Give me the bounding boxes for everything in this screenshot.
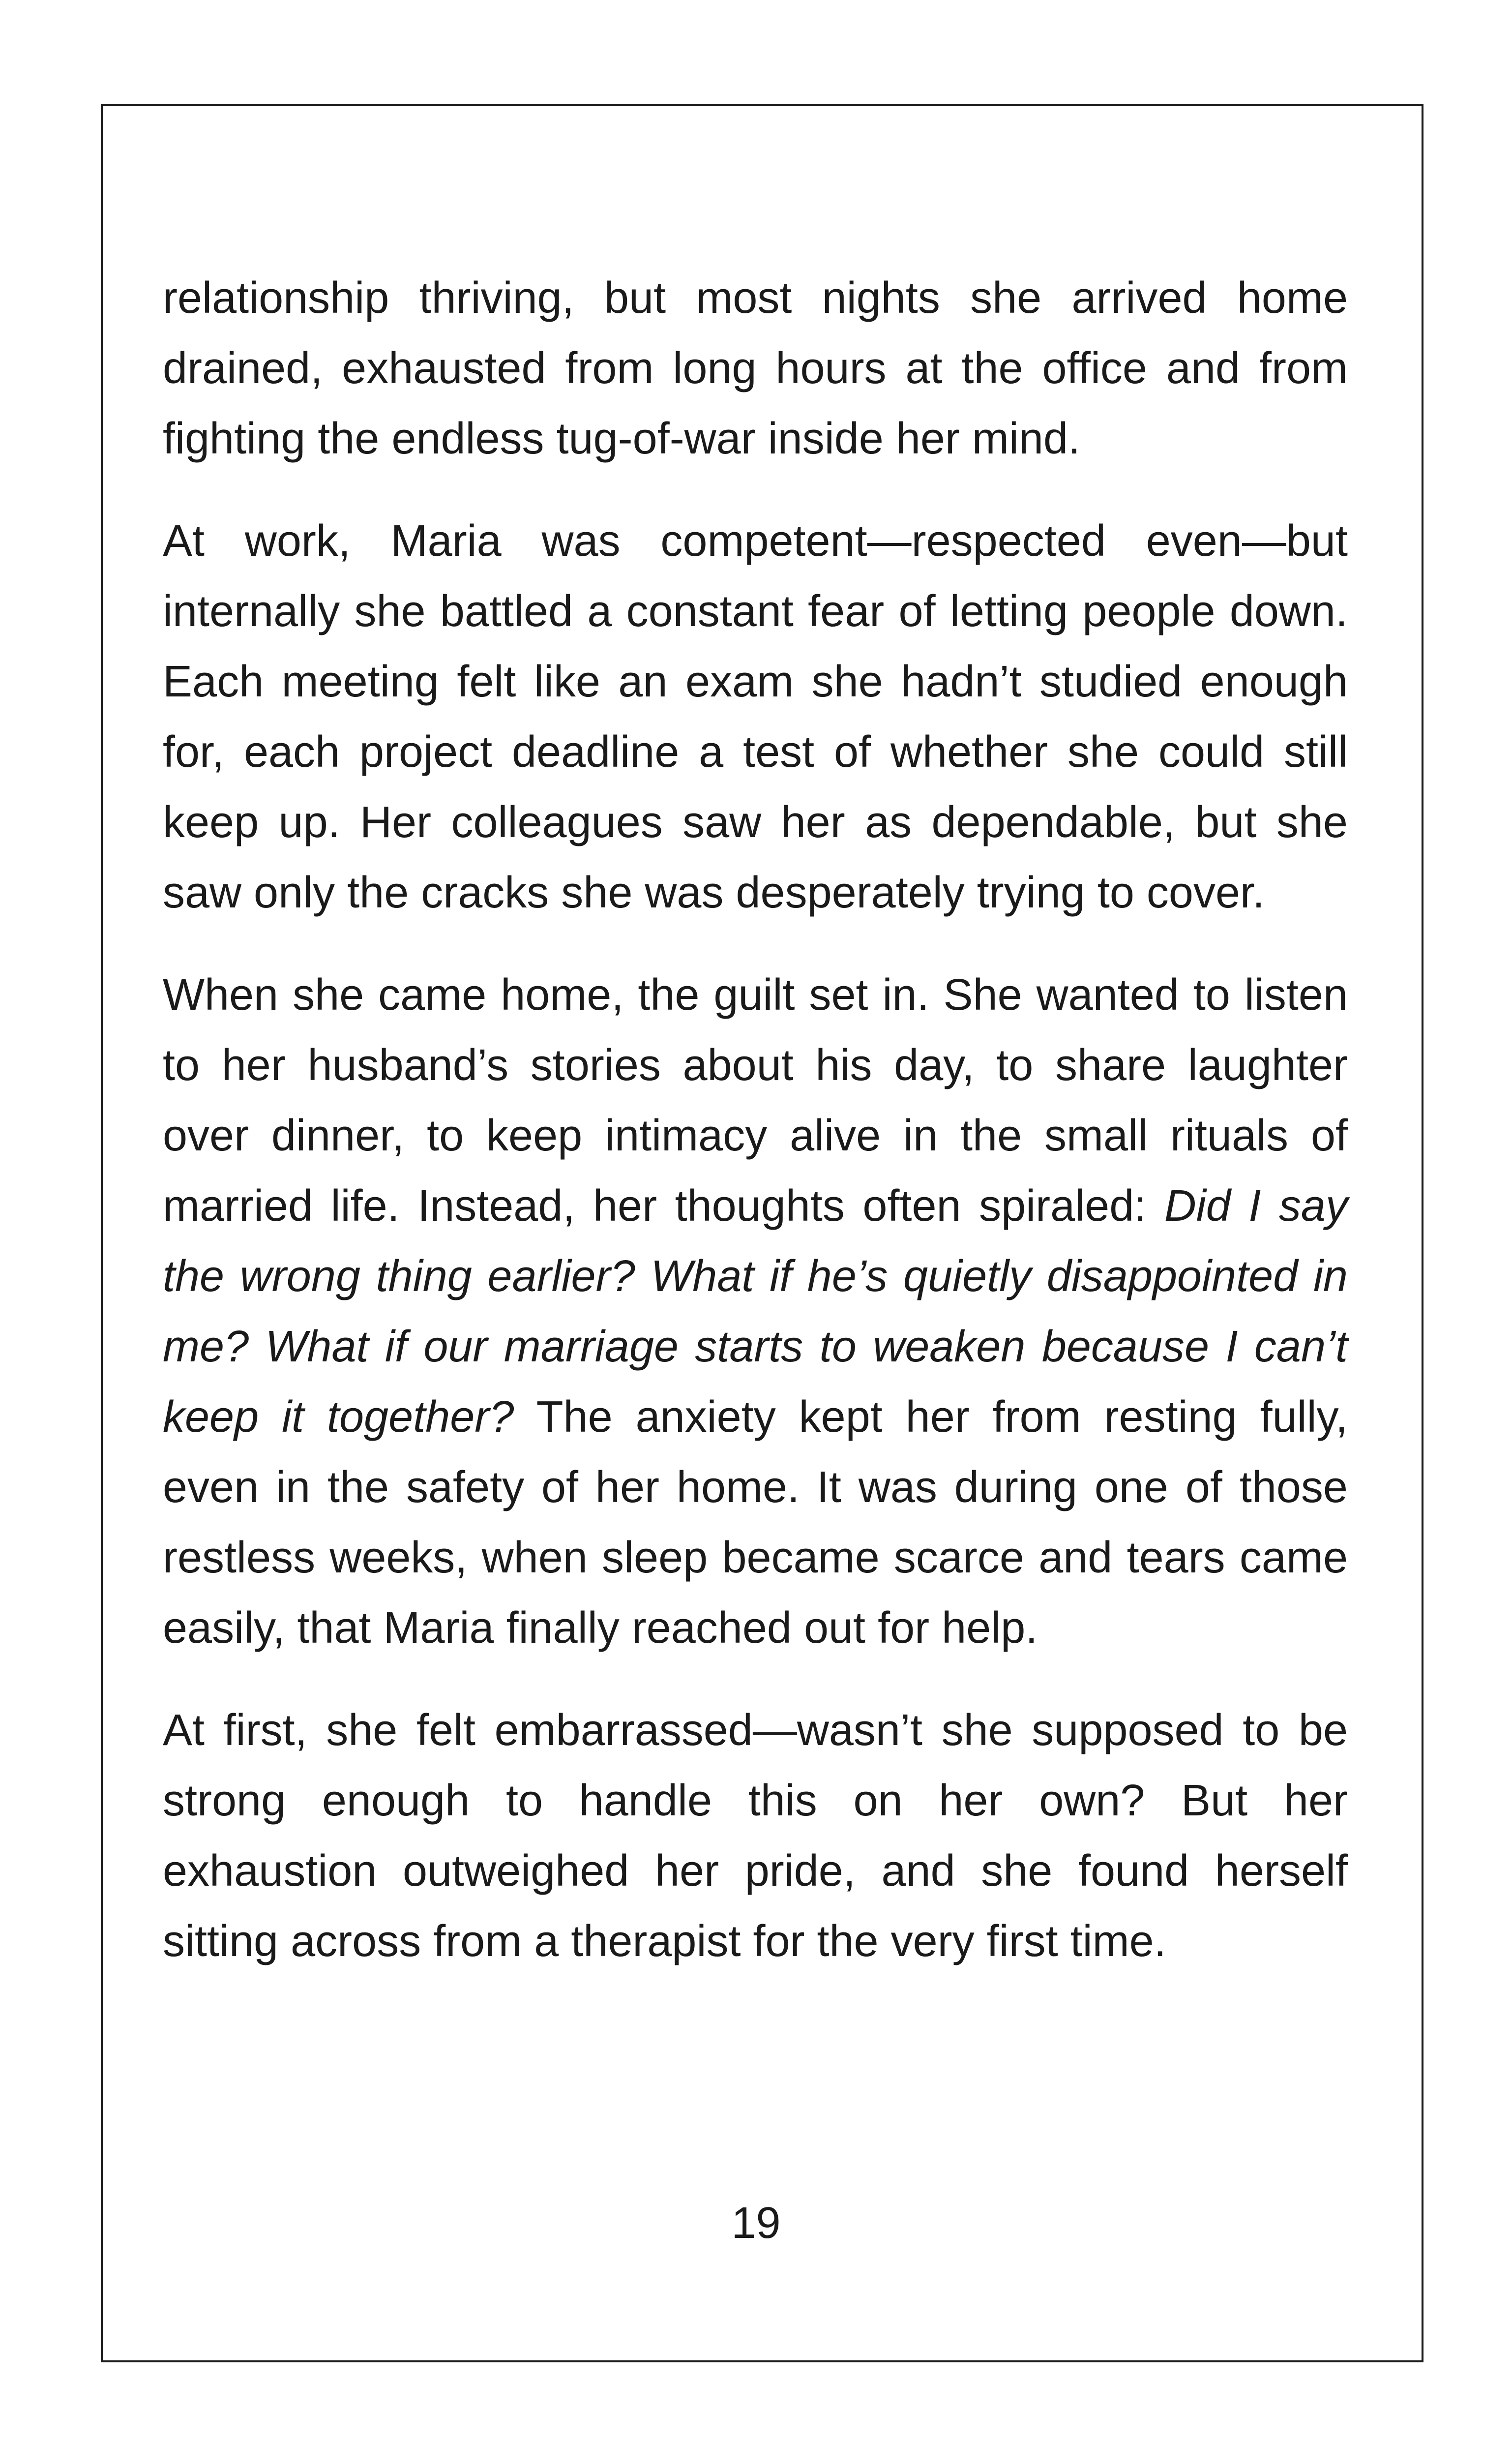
- paragraph: [163, 960, 1348, 1663]
- paragraph-text: When she came home, the guilt set in. She wanted to listen to her husband’s stories about his day, to share laughter over dinner, to keep intimacy alive in the small rituals of married life. Instead, her thoughts often spiraled:: [163, 970, 1348, 1231]
- paragraph: [163, 506, 1348, 928]
- paragraph-text: The anxiety kept her from resting fully, even in the safety of her home. It was during one of those restless weeks, when sleep became scarce and tears came easily, that Maria finally reached out for help.: [163, 1392, 1348, 1653]
- paragraph-text: At work, Maria was competent—respected even—but internally she battled a constant fear of letting people down. Each meeting felt like an exam she hadn’t studied enough for, each project deadline a test of whether she could still keep up. Her colleagues saw her as dependable, but she saw only the cracks she was desperately trying to cover.: [163, 516, 1348, 917]
- paragraph: [163, 263, 1348, 474]
- paragraph-text: relationship thriving, but most nights she arrived home drained, exhausted from long hours at the office and from fighting the endless tug-of-war inside her mind.: [163, 273, 1348, 463]
- body-text: [163, 263, 1348, 1977]
- italic-inner-thoughts: Did I say the wrong thing earlier? What if he’s quietly disappointed in me? What if our marriage starts to weaken because I can’t keep it together?: [163, 1181, 1348, 1442]
- page-number: 19: [731, 2199, 781, 2248]
- paragraph-text: At first, she felt embarrassed—wasn’t she supposed to be strong enough to handle this on her own? But her exhaustion outweighed her pride, and she found herself sitting across from a therapist for the very first time.: [163, 1706, 1348, 1966]
- paragraph: [163, 1695, 1348, 1977]
